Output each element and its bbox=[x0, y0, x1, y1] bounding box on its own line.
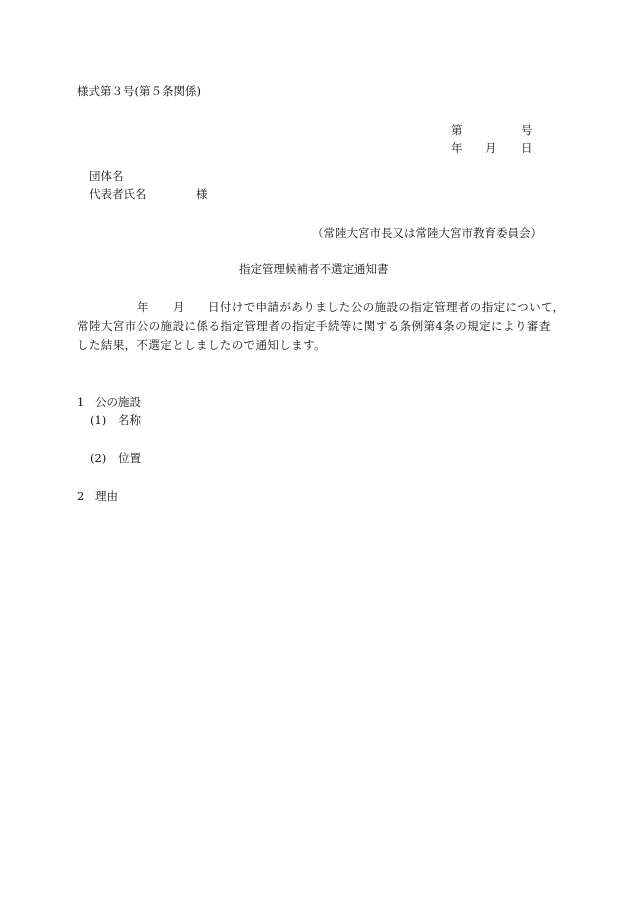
organization-label: 団体名 bbox=[89, 169, 124, 183]
body-line-1: 日付けで申請がありました公の施設の指定管理者の指定について， bbox=[208, 300, 565, 314]
body-line-3: した結果，不選定としましたので通知します。 bbox=[77, 338, 326, 352]
doc-number-prefix: 第 bbox=[451, 123, 463, 137]
doc-number-suffix: 号 bbox=[521, 123, 533, 137]
subitem-1-2-number: (2) bbox=[90, 451, 107, 465]
sender-name: （常陸大宮市長又は常陸大宮市教育委員会） bbox=[312, 226, 542, 240]
item-2-number: 2 bbox=[77, 489, 85, 503]
document-title: 指定管理候補者不選定通知書 bbox=[239, 262, 389, 276]
recipient-honorific: 様 bbox=[196, 187, 208, 201]
date-year-label: 年 bbox=[451, 141, 463, 155]
body-line-2: 常陸大宮市公の施設に係る指定管理者の指定手続等に関する条例第4条の規定により審査 bbox=[77, 319, 551, 333]
subitem-1-1-label: 名称 bbox=[118, 413, 141, 427]
item-1-number: 1 bbox=[77, 395, 85, 409]
date-month-label: 月 bbox=[485, 141, 497, 155]
body-year-label: 年 bbox=[137, 300, 149, 314]
subitem-1-1-number: (1) bbox=[90, 413, 107, 427]
form-number: 様式第３号(第５条関係) bbox=[77, 84, 201, 98]
item-2-label: 理由 bbox=[95, 489, 118, 503]
item-1-label: 公の施設 bbox=[95, 395, 141, 409]
representative-label: 代表者氏名 bbox=[89, 187, 147, 201]
date-day-label: 日 bbox=[521, 141, 533, 155]
subitem-1-2-label: 位置 bbox=[118, 451, 141, 465]
body-month-label: 月 bbox=[173, 300, 185, 314]
